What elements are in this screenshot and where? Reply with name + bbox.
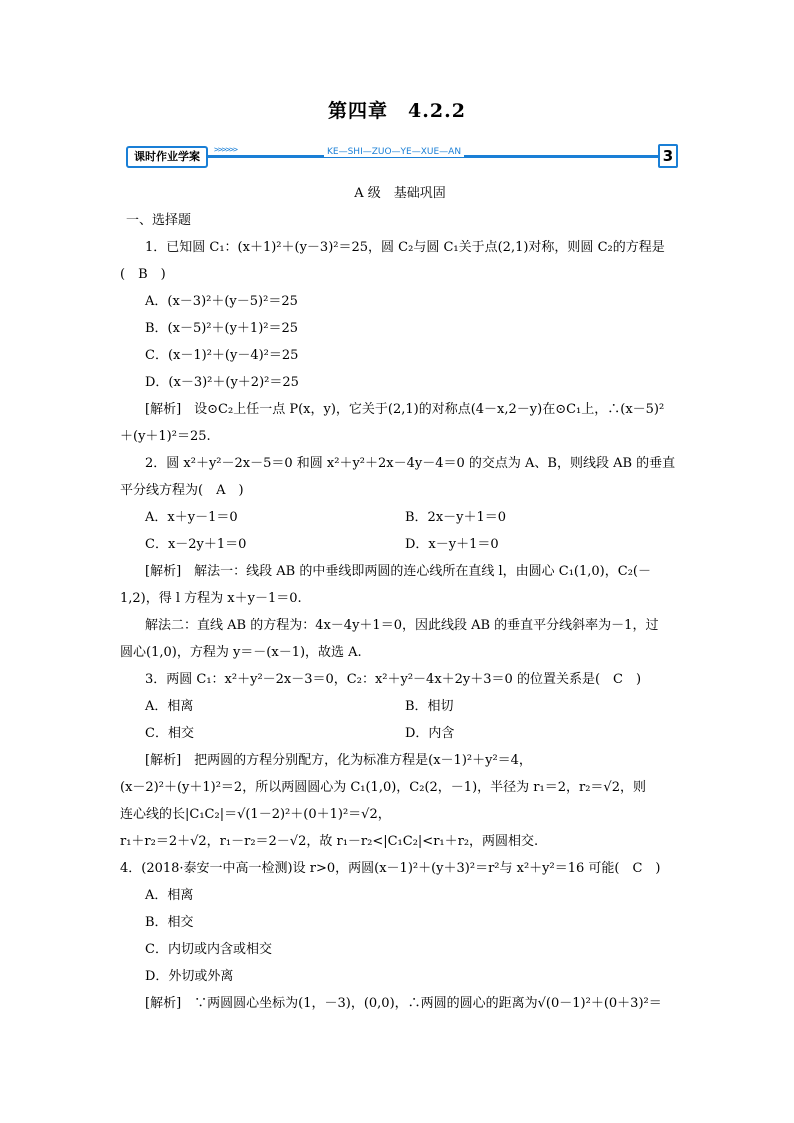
q2-options-row2 xyxy=(120,531,680,558)
q1-analysis-cont: ＋(y＋1)²＝25. xyxy=(120,429,211,444)
q1-option-a: A．(x－3)²＋(y－5)²＝25 xyxy=(145,294,298,309)
page-title: 第四章 4.2.2 xyxy=(328,100,466,122)
banner-pinyin: KE—SHI—ZUO—YE—XUE—AN xyxy=(324,147,464,157)
level-heading: A 级 基础巩固 xyxy=(354,186,446,201)
q2-options-row1 xyxy=(120,504,680,531)
q3-option-a: A．相离 xyxy=(145,699,194,714)
q4-analysis: [解析] ∵两圆圆心坐标为(1，－3)，(0,0)，∴两圆的圆心的距离为√(0－1)²＋(0＋3)²＝ xyxy=(145,996,662,1011)
q4-option-b: B．相交 xyxy=(145,915,194,930)
q2-analysis-method2: 解法二：直线 AB 的方程为：4x－4y＋1＝0，因此线段 AB 的垂直平分线斜率为－1，过 xyxy=(145,618,659,633)
banner-number-badge: 3 xyxy=(658,144,678,168)
q3-analysis-line3: 连心线的长|C₁C₂|＝√(1－2)²＋(0＋1)²＝√2， xyxy=(120,807,391,822)
q2-option-c: C．x－2y＋1＝0 xyxy=(145,537,247,552)
q3-option-b: B．相切 xyxy=(405,699,454,714)
q3-options-row2 xyxy=(120,720,680,747)
q2-stem-cont: 平分线方程为( A ) xyxy=(120,483,244,498)
banner-arrows: >>>>>> xyxy=(214,145,237,154)
q3-options-row1 xyxy=(120,693,680,720)
q1-analysis: [解析] 设⊙C₂上任一点 P(x，y)，它关于(2,1)的对称点(4－x,2－y)在⊙C₁上，∴(x－5)² xyxy=(145,402,665,417)
q3-analysis-line4: r₁＋r₂＝2＋√2，r₁－r₂＝2－√2，故 r₁－r₂<|C₁C₂|<r₁＋r₂，两圆相交. xyxy=(120,834,539,849)
q2-analysis-method2-cont: 圆心(1,0)，方程为 y＝－(x－1)，故选 A. xyxy=(120,645,362,660)
homework-banner xyxy=(126,146,678,166)
q2-analysis: [解析] 解法一：线段 AB 的中垂线即两圆的连心线所在直线 l，由圆心 C₁(1,0)，C₂(－ xyxy=(145,564,651,579)
q4-stem: 4．(2018·泰安一中高一检测)设 r>0，两圆(x－1)²＋(y＋3)²＝r²与 x²＋y²＝16 可能( C ) xyxy=(120,861,661,876)
q4-option-c: C．内切或内含或相交 xyxy=(145,942,272,957)
q3-stem: 3．两圆 C₁：x²＋y²－2x－3＝0，C₂：x²＋y²－4x＋2y＋3＝0 的位置关系是( C ) xyxy=(145,672,642,687)
q2-option-a: A．x＋y－1＝0 xyxy=(145,510,238,525)
q3-analysis: [解析] 把两圆的方程分别配方，化为标准方程是(x－1)²＋y²＝4， xyxy=(145,753,532,768)
q1-option-c: C．(x－1)²＋(y－4)²＝25 xyxy=(145,348,299,363)
q2-stem: 2．圆 x²＋y²－2x－5＝0 和圆 x²＋y²＋2x－4y－4＝0 的交点为 A、B，则线段 AB 的垂直 xyxy=(145,456,676,471)
q2-option-d: D．x－y＋1＝0 xyxy=(405,537,499,552)
q4-option-a: A．相离 xyxy=(145,888,194,903)
q1-option-d: D．(x－3)²＋(y＋2)²＝25 xyxy=(145,375,299,390)
q4-option-d: D．外切或外离 xyxy=(145,969,234,984)
banner-label: 课时作业学案 xyxy=(126,146,208,168)
q3-analysis-line2: (x－2)²＋(y＋1)²＝2，所以两圆圆心为 C₁(1,0)，C₂(2，－1)，半径为 r₁＝2，r₂＝√2，则 xyxy=(120,780,646,795)
q3-option-d: D．内含 xyxy=(405,726,455,741)
q2-option-b: B．2x－y＋1＝0 xyxy=(405,510,507,525)
q1-stem: 1．已知圆 C₁：(x＋1)²＋(y－3)²＝25，圆 C₂与圆 C₁关于点(2,1)对称，则圆 C₂的方程是 xyxy=(145,240,665,255)
q1-option-b: B．(x－5)²＋(y＋1)²＝25 xyxy=(145,321,299,336)
document-body xyxy=(120,180,680,1017)
q1-answer: ( B ) xyxy=(120,267,166,282)
q2-analysis-cont: 1,2)，得 l 方程为 x＋y－1＝0. xyxy=(120,591,302,606)
q3-option-c: C．相交 xyxy=(145,726,194,741)
section-heading: 一、选择题 xyxy=(126,213,192,228)
